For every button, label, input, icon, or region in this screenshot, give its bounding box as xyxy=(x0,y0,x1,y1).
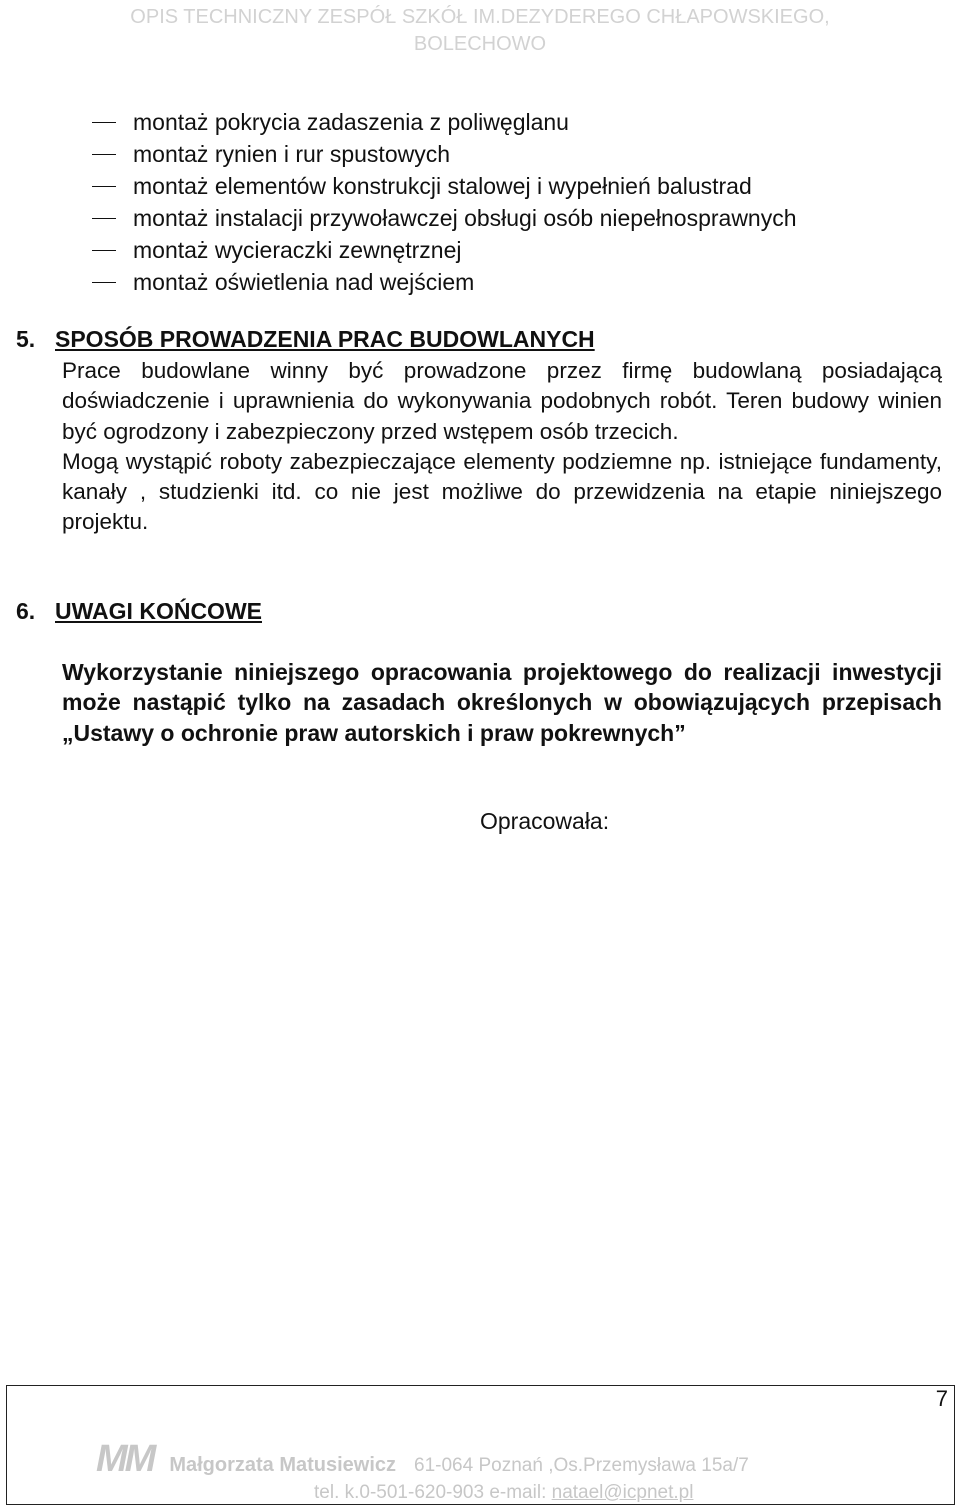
dash-icon xyxy=(92,282,116,283)
header-line-1: OPIS TECHNICZNY ZESPÓŁ SZKÓŁ IM.DEZYDEREGO CHŁAPOWSKIEGO, xyxy=(130,6,830,28)
header-line-2: BOLECHOWO xyxy=(413,33,547,55)
section-6-title: UWAGI KOŃCOWE xyxy=(55,598,262,624)
footer-phone: tel. k.0-501-620-903 e-mail: xyxy=(314,1482,552,1503)
footer-contact xyxy=(314,1482,693,1504)
section-5-heading xyxy=(16,326,936,353)
author-address: 61-064 Poznań ,Os.Przemysława 15a/7 xyxy=(414,1455,749,1476)
list-item: montaż wycieraczki zewnętrznej xyxy=(92,234,952,266)
footer-line-1 xyxy=(96,1438,749,1481)
dash-icon xyxy=(92,218,116,219)
author-name: Małgorzata Matusiewicz xyxy=(169,1454,397,1476)
list-item: montaż elementów konstrukcji stalowej i wypełnień balustrad xyxy=(92,170,952,202)
section-6-heading xyxy=(16,598,936,625)
dash-icon xyxy=(92,122,116,123)
list-item: montaż pokrycia zadaszenia z poliwęglanu xyxy=(92,106,952,138)
page-number: 7 xyxy=(935,1386,948,1411)
section-6-number: 6. xyxy=(16,598,36,624)
list-item: montaż rynien i rur spustowych xyxy=(92,138,952,170)
mm-logo: MM xyxy=(96,1438,154,1480)
copyright-notice: Wykorzystanie niniejszego opracowania projektowego do realizacji inwestycji może nastąpić tylko na zasadach określonych w obowiązujących przepisach „Ustawy o ochronie praw autorskich i praw pokrewnych” xyxy=(62,659,942,746)
dash-icon xyxy=(92,250,116,251)
list-item: montaż instalacji przywoławczej obsługi osób niepełnosprawnych xyxy=(92,202,952,234)
email-link[interactable]: natael@icpnet.pl xyxy=(551,1482,694,1503)
works-list xyxy=(92,106,952,298)
section-5-number: 5. xyxy=(16,326,36,352)
section-5-title: SPOSÓB PROWADZENIA PRAC BUDOWLANYCH xyxy=(55,326,595,352)
dash-icon xyxy=(92,186,116,187)
document-header xyxy=(0,4,960,58)
dash-icon xyxy=(92,154,116,155)
list-item: montaż oświetlenia nad wejściem xyxy=(92,266,952,298)
signature-label: Opracowała: xyxy=(480,808,610,834)
section-5-paragraph-1: Prace budowlane winny być prowadzone przez firmę budowlaną posiadającą doświadczenie i uprawnienia do wykonywania podobnych robót. Teren budowy winien być ogrodzony i zabezpieczony przed wstępem osób trzecich. xyxy=(62,358,942,444)
section-5-paragraph-2: Mogą wystąpić roboty zabezpieczające elementy podziemne np. istniejące fundamenty, kanały , studzienki itd. co nie jest możliwe do przewidzenia na etapie niniejszego projektu. xyxy=(62,448,942,535)
section-5-body xyxy=(62,356,942,538)
